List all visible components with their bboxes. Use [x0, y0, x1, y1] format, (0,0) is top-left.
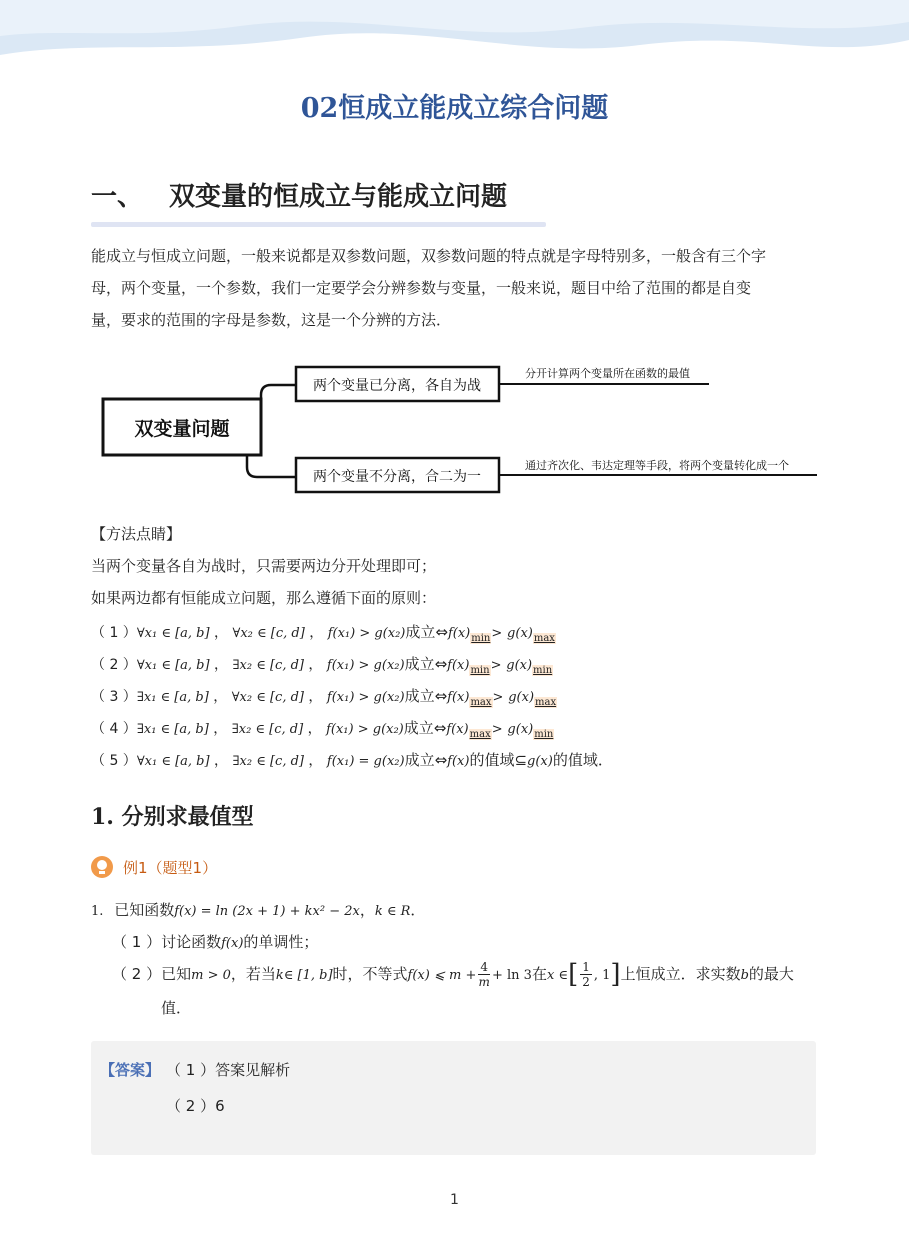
- example-header: [91, 856, 217, 878]
- rule-number: （ 5 ）: [91, 753, 137, 769]
- question-part-1: [112, 926, 318, 960]
- rhs-subscript: max: [533, 633, 555, 644]
- quantifier: ∃x₂ ∈ [c, d]: [232, 658, 304, 673]
- answer-box: [91, 1041, 816, 1155]
- relation: f(x₁) > g(x₂): [326, 658, 405, 673]
- branch-node-separated-label: 两个变量已分离，各自为战: [313, 378, 481, 394]
- heading-underline: [91, 222, 546, 227]
- lhs-subscript: max: [469, 729, 491, 740]
- method-line: 当两个变量各自为战时，只需要两边分开处理即可；: [91, 557, 437, 575]
- part-formula: f(x) ⩽ m +: [407, 968, 477, 983]
- method-label: 【方法点睛】: [91, 525, 182, 543]
- numerator: 4: [480, 960, 488, 974]
- rule-item: （ 3 ）∃x₁ ∈ [a, b] ， ∀x₂ ∈ [c, d] ， f(x₁) > g(x₂)成立$\Leftrightarrow f(x)_{max}> g(x)_{max}$: [91, 687, 557, 708]
- quantifier: ∀x₁ ∈ [a, b]: [136, 626, 210, 641]
- operator: >: [491, 722, 503, 737]
- part-text: 时，不等式: [332, 965, 408, 983]
- question-formula: k ∈ R: [374, 904, 411, 919]
- rhs-subscript: max: [535, 697, 557, 708]
- answer-part-2: （ 2 ）6: [166, 1097, 225, 1115]
- subsection-number: 1.: [91, 804, 114, 830]
- denominator: m: [478, 975, 490, 989]
- rhs-function: g(x): [507, 626, 533, 641]
- intro-paragraph: [91, 240, 821, 336]
- lhs-function: f(x): [447, 690, 470, 705]
- question-part-2-continued: 值．: [161, 999, 192, 1017]
- document-title: 02恒成立能成立综合问题: [300, 93, 609, 124]
- rhs-function: g(x): [508, 690, 535, 705]
- part-formula: + ln 3: [491, 968, 532, 983]
- quantifier: ∀x₂ ∈ [c, d]: [231, 690, 304, 705]
- part-number: （ 2 ）: [112, 965, 162, 983]
- lhs-subscript: min: [470, 665, 490, 676]
- rule-item: （ 2 ）∀x₁ ∈ [a, b] ， ∃x₂ ∈ [c, d] ， f(x₁) > g(x₂)成立$\Leftrightarrow f(x)_{min}> g(x)_{min}$: [91, 655, 553, 676]
- method-line: 如果两边都有恒能成立问题，那么遵循下面的原则：: [91, 589, 437, 607]
- section-heading: [91, 176, 507, 213]
- range-text: 的值域⊆: [469, 751, 528, 769]
- operator: >: [490, 658, 502, 673]
- part-number: （ 1 ）: [112, 933, 162, 951]
- rule-item: （ 1 ）∀x₁ ∈ [a, b] ， ∀x₂ ∈ [c, d] ， f(x₁) > g(x₂)成立$\Leftrightarrow f(x)_{min}> g(x)_{max}$: [91, 623, 555, 644]
- lhs-function: f(x): [447, 754, 470, 769]
- part-text: ，若当: [230, 965, 276, 983]
- subsection-heading: [91, 800, 254, 831]
- lhs-subscript: max: [470, 697, 492, 708]
- question-part-2: （ 2 ）已知m > 0，若当k∈ [1, b]时，不等式f(x) ⩽ m + $\frac{4}{m}$ + ln 3在x ∈[ $\frac{1}{2}$ , 1]上恒成立．求实数b的最大: [112, 959, 794, 990]
- lightbulb-icon: [91, 856, 113, 878]
- rule-number: （ 3 ）: [91, 689, 137, 705]
- section-number: 一、: [91, 182, 144, 212]
- rhs-subscript: min: [534, 729, 554, 740]
- question-text: ，: [359, 901, 375, 919]
- branch-note-separated: 分开计算两个变量所在函数的最值: [525, 367, 690, 380]
- part-text: 已知: [161, 965, 192, 983]
- question-text: 已知函数: [114, 901, 175, 919]
- part-formula: k∈ [1, b]: [275, 968, 333, 983]
- part-formula: x ∈: [546, 968, 569, 983]
- intro-line: 母，两个变量，一个参数，我们一定要学会分辨参数与变量，一般来说，题目中给了范围的都是自变: [91, 279, 752, 297]
- page-number: 1: [450, 1192, 459, 1208]
- rhs-function: g(x): [507, 722, 534, 737]
- question-number: 1.: [91, 904, 104, 919]
- mind-map-diagram: [95, 355, 825, 505]
- lhs-function: f(x): [447, 658, 470, 673]
- quantifier: ∃x₂ ∈ [c, d]: [232, 754, 304, 769]
- quantifier: ∃x₁ ∈ [a, b]: [136, 690, 209, 705]
- operator: >: [492, 690, 504, 705]
- section-title: 双变量的恒成立与能成立问题: [169, 182, 508, 212]
- question-formula: f(x) = ln (2x + 1) + kx² − 2x: [174, 904, 360, 919]
- fraction: [478, 960, 490, 989]
- fraction: [580, 960, 592, 989]
- quantifier: ∀x₁ ∈ [a, b]: [136, 658, 210, 673]
- lhs-function: f(x): [446, 722, 469, 737]
- branch-node-combined-label: 两个变量不分离，合二为一: [313, 469, 481, 485]
- lhs-function: f(x): [447, 626, 471, 641]
- intro-line: 能成立与恒成立问题，一般来说都是双参数问题，双参数问题的特点就是字母特别多，一般含有三个字: [91, 247, 767, 265]
- question-text: ．: [410, 901, 426, 919]
- intro-line: 量，要求的范围的字母是参数，这是一个分辨的方法．: [91, 311, 452, 329]
- branch-note-combined: 通过齐次化、韦达定理等手段，将两个变量转化成一个: [525, 459, 789, 472]
- lhs-subscript: min: [471, 633, 491, 644]
- quantifier: ∃x₂ ∈ [c, d]: [231, 722, 304, 737]
- range-text: 的值域．: [552, 751, 613, 769]
- relation: f(x₁) > g(x₂): [326, 690, 405, 705]
- condition-text: 成立⇔: [404, 655, 448, 673]
- rule-number: （ 1 ）: [91, 625, 137, 641]
- answer-part-1: （ 1 ）答案见解析: [166, 1061, 291, 1079]
- part-text: 的最大: [748, 965, 794, 983]
- rhs-subscript: min: [533, 665, 553, 676]
- quantifier: ∀x₁ ∈ [a, b]: [136, 754, 210, 769]
- condition-text: 成立⇔: [403, 719, 447, 737]
- header-wave-decoration: [0, 0, 909, 80]
- relation: f(x₁) = g(x₂): [326, 754, 405, 769]
- part-formula: b: [740, 968, 749, 983]
- condition-text: 成立⇔: [404, 687, 448, 705]
- part-text: 的单调性；: [243, 933, 319, 951]
- quantifier: ∀x₂ ∈ [c, d]: [232, 626, 305, 641]
- part-formula: , 1: [593, 968, 611, 983]
- rule-item: （ 4 ）∃x₁ ∈ [a, b] ， ∃x₂ ∈ [c, d] ， f(x₁) > g(x₂)成立$\Leftrightarrow f(x)_{max}> g(x)_{min}$: [91, 719, 554, 740]
- denominator: 2: [582, 975, 590, 989]
- condition-text: 成立⇔: [405, 623, 448, 641]
- part-formula: f(x): [221, 936, 244, 951]
- rule-number: （ 2 ）: [91, 657, 137, 673]
- quantifier: ∃x₁ ∈ [a, b]: [136, 722, 209, 737]
- example-label: 例1（题型1）: [123, 858, 218, 877]
- subsection-title: 分别求最值型: [121, 805, 254, 830]
- answer-label: 【答案】: [100, 1061, 161, 1079]
- operator: >: [491, 626, 503, 641]
- rhs-function: g(x): [506, 658, 533, 673]
- relation: f(x₁) > g(x₂): [326, 722, 404, 737]
- rule-number: （ 4 ）: [91, 721, 137, 737]
- part-text: 上恒成立．求实数: [620, 965, 741, 983]
- part-text: 讨论函数: [161, 933, 222, 951]
- part-text: 在: [531, 965, 547, 983]
- numerator: 1: [582, 960, 590, 974]
- question-stem: [91, 894, 425, 928]
- relation: f(x₁) > g(x₂): [327, 626, 406, 641]
- root-node-label: 双变量问题: [134, 418, 230, 440]
- part-formula: m > 0: [191, 968, 231, 983]
- rule-item: （ 5 ）∀x₁ ∈ [a, b] ， ∃x₂ ∈ [c, d] ， f(x₁) = g(x₂)成立⇔f(x)的值域⊆g(x)的值域．: [91, 751, 613, 769]
- rhs-function: g(x): [527, 754, 553, 769]
- condition-text: 成立⇔: [404, 751, 448, 769]
